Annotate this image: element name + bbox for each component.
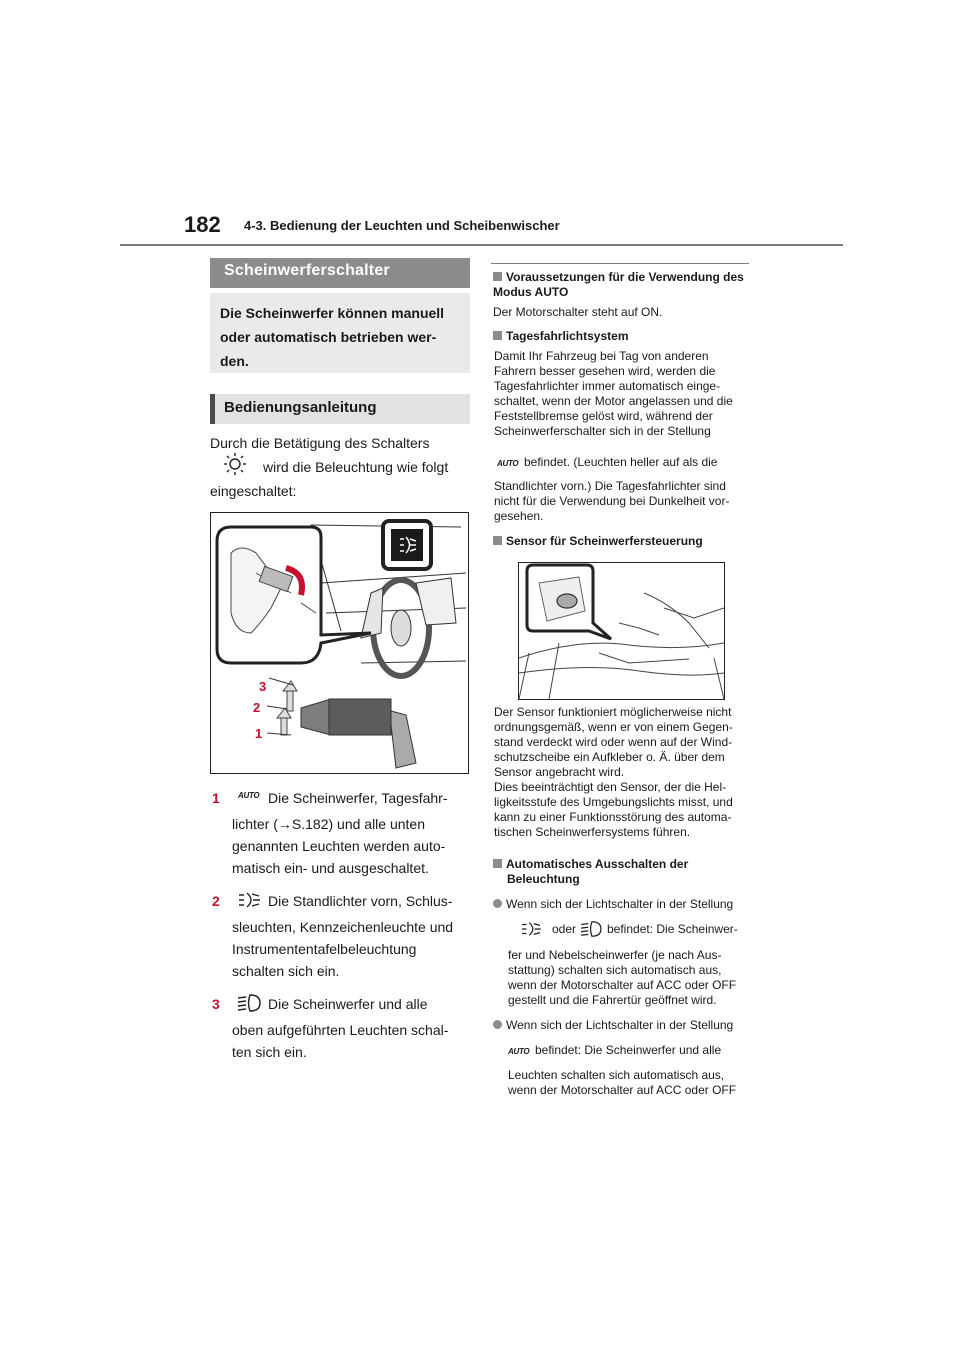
heading-drl: Tagesfahrlichtsystem [493,329,629,344]
intro-line-3: eingeschaltet: [210,483,297,499]
drl-line: befindet. (Leuchten heller auf als die [524,455,718,469]
item-3-line-2: oben aufgeführten Leuchten schal- [232,1022,449,1038]
figure-label-2: 2 [253,700,261,715]
bullet-1-line: wenn der Motorschalter auf ACC oder OFF [508,978,737,992]
heading-main-text: Scheinwerferschalter [224,262,390,279]
item-1-line-4: matisch ein- und ausgeschaltet. [232,860,429,876]
sensor-line: Der Sensor funktioniert möglicherweise nicht [494,705,732,719]
bullet-1-line: fer und Nebelscheinwerfer (je nach Aus- [508,948,722,962]
parking-lights-icon [236,890,262,915]
auto-icon: AUTO [508,1047,530,1056]
header-rule [120,244,843,246]
heading-auto-off-2: Beleuchtung [507,872,580,886]
auto-icon: AUTO [497,459,519,468]
sensor-line: Sensor angebracht wird. [494,765,625,779]
bullet-1-line: gestellt und die Fahrertür geöffnet wird. [508,993,717,1007]
heading-sensor: Sensor für Scheinwerfersteuerung [493,534,703,549]
parking-lights-icon [519,920,543,943]
page-number: 182 [184,212,221,237]
item-3-line-1: Die Scheinwerfer und alle [268,996,428,1012]
sensor-line: ordnungsgemäß, wenn er von einem Gegen- [494,720,733,734]
figure-label-3: 3 [259,679,267,694]
bullet-2-line: befindet: Die Scheinwerfer und alle [535,1043,722,1057]
bullet-1-line: befindet: Die Scheinwer- [607,922,738,936]
drl-line: schaltet, wenn der Motor angelassen und die [494,394,733,408]
p-auto-conditions: Der Motorschalter steht auf ON. [493,305,663,319]
oder-text: oder [552,922,577,936]
item-2-line-4: schalten sich ein. [232,963,340,979]
drl-line: Feststellbremse gelöst wird, während der [494,409,713,423]
auto-icon: AUTO [238,791,260,800]
drl-line: Fahrern besser gesehen wird, werden die [494,364,716,378]
bullet-1-line: stattung) schalten sich automatisch aus, [508,963,722,977]
drl-line: Standlichter vorn.) Die Tagesfahrlichter sind [494,479,726,493]
heading-sub [210,394,470,424]
headlight-icon [236,993,262,1018]
sensor-line: tischen Scheinwerfersystems führen. [494,825,691,839]
item-1-number: 1 [212,790,220,806]
heading-auto-off: Automatisches Ausschalten der [493,857,688,872]
intro-line-2: wird die Beleuchtung wie folgt [263,459,449,475]
heading-sub-text: Bedienungsanleitung [224,399,377,416]
item-3-number: 3 [212,996,220,1012]
drl-line: Damit Ihr Fahrzeug bei Tag von anderen [494,349,709,363]
item-1-line-3: genannten Leuchten werden auto- [232,838,446,854]
headlight-icon [579,920,603,943]
item-1-line-2: lichter (→S.182) und alle unten [232,816,425,832]
item-2-line-3: Instrumententafelbeleuchtung [232,941,417,957]
item-3-line-3: ten sich ein. [232,1044,307,1060]
sensor-line: kann zu einer Funktionsstörung des automa- [494,810,732,824]
drl-line: nicht für die Verwendung bei Dunkelheit vor- [494,494,730,508]
heading-main [210,258,470,288]
item-1-line-1: Die Scheinwerfer, Tagesfahr- [268,790,448,806]
figure-label-1: 1 [255,726,263,741]
item-2-line-1: Die Standlichter vorn, Schlus- [268,893,453,909]
bullet-1: Wenn sich der Lichtschalter in der Stellung [493,897,733,912]
sensor-line: schutzscheibe ein Aufkleber o. Ä. über dem [494,750,725,764]
bullet-2-line: wenn der Motorschalter auf ACC oder OFF [508,1083,737,1097]
intro-line-1: Durch die Betätigung des Schalters [210,435,430,451]
summary-text: Die Scheinwerfer können manuell oder automatisch betrieben wer-den. [220,305,445,369]
drl-line: gesehen. [494,509,544,523]
right-top-rule [491,263,749,264]
heading-auto-conditions: Voraussetzungen für die Verwendung des Modus AUTO [493,270,744,299]
bullet-2: Wenn sich der Lichtschalter in der Stellung [493,1018,733,1033]
sensor-line: Dies beeinträchtigt den Sensor, der die Hel- [494,780,727,794]
sensor-line: ligkeitsstufe des Umgebungslichts misst, und [494,795,733,809]
item-2-line-2: sleuchten, Kennzeichenleuchte und [232,919,454,935]
section-title: 4-3. Bedienung der Leuchten und Scheibenwischer [244,218,560,233]
switch-illustration [210,512,469,774]
bullet-2-line: Leuchten schalten sich automatisch aus, [508,1068,725,1082]
sensor-illustration [518,562,725,700]
light-switch-icon [222,452,248,481]
sensor-line: stand verdeckt wird oder wenn auf der Wind- [494,735,733,749]
item-2-number: 2 [212,893,220,909]
drl-line: Scheinwerferschalter sich in der Stellung [494,424,711,438]
summary-box [210,293,470,373]
drl-line: Tagesfahrlichter immer automatisch einge- [494,379,721,393]
